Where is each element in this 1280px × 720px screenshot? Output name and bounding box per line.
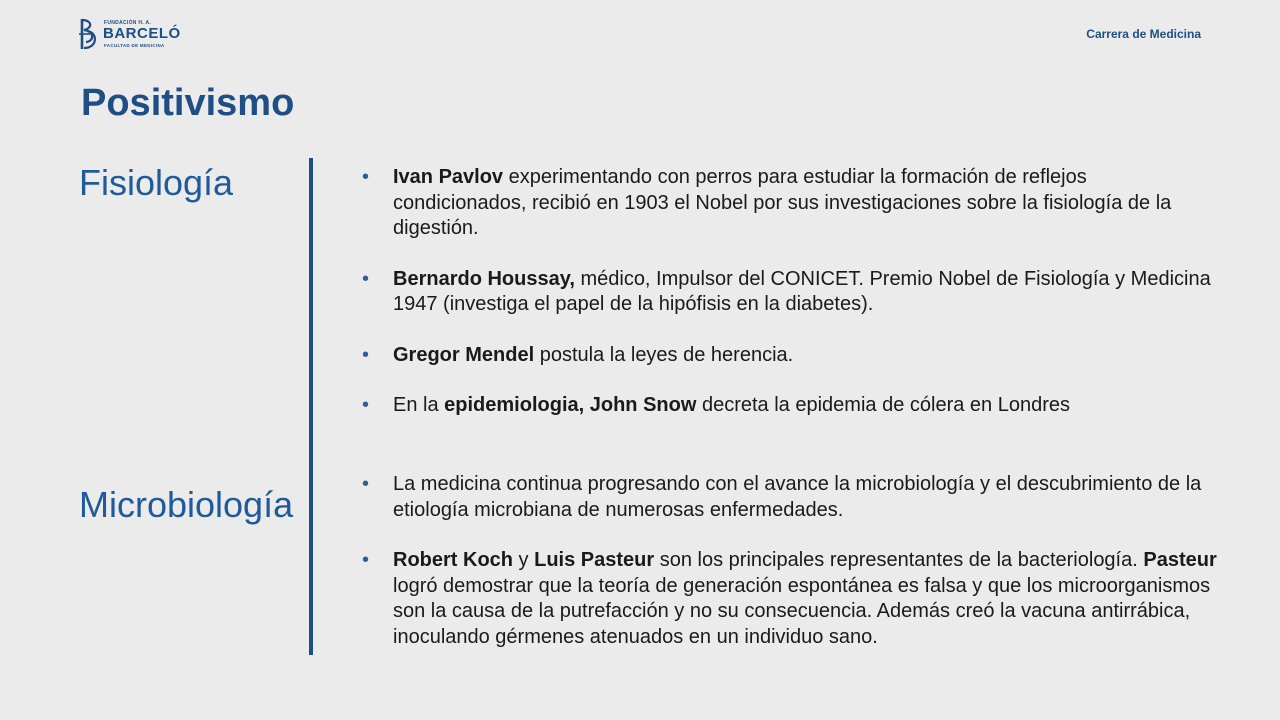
bullet-item: [362, 165, 1222, 242]
logo-foundation-text: FUNDACIÓN H. A.: [104, 20, 152, 26]
bullet-item: [362, 472, 1222, 523]
bullet-bold-text: Gregor Mendel: [393, 343, 535, 366]
bullet-text: En la: [393, 394, 445, 416]
bullet-item: [362, 548, 1222, 650]
section-label-microbiologia: Microbiología: [79, 484, 294, 525]
logo-name: BARCELÓ: [103, 25, 181, 42]
career-label: Carrera de Medicina: [1086, 27, 1201, 41]
bullet-item: [362, 393, 1222, 419]
barcelo-logo-mark-icon: [78, 17, 100, 51]
bullet-text: decreta la epidemia de cólera en Londres: [696, 394, 1070, 416]
bullet-bold-text: Bernardo Houssay,: [393, 267, 575, 290]
bullet-bold-text: epidemiologia, John Snow: [444, 394, 697, 416]
bullet-bold-text: Pasteur: [1143, 549, 1217, 571]
bullet-text: La medicina continua progresando con el avance la microbiología y el descubrimiento de la etiología microbiana de numerosas enfermedades.: [393, 473, 1202, 521]
logo-faculty-text: FACULTAD DE MEDICINA: [104, 43, 165, 48]
barcelo-logo: [78, 17, 181, 51]
bullet-item: [362, 267, 1222, 318]
bullet-bold-text: Robert Koch: [393, 549, 513, 571]
bullet-text: logró demostrar que la teoría de generación espontánea es falsa y que los microorganismos son la causa de la putrefacción y no su consecuencia. Además creó la vacuna antirrábica, inoculando gérmenes atenuados en un individuo sano.: [393, 574, 1211, 648]
bullet-text: son los principales representantes de la bacteriología.: [654, 549, 1144, 571]
vertical-divider: [309, 158, 313, 655]
bullet-list-microbiologia: [362, 472, 1222, 675]
slide-title: Positivismo: [81, 82, 295, 124]
bullet-item: [362, 343, 1222, 369]
section-label-fisiologia: Fisiología: [79, 162, 234, 203]
bullet-bold-text: Ivan Pavlov: [393, 166, 504, 188]
bullet-list-fisiologia: [362, 165, 1222, 444]
bullet-text: experimentando con perros para estudiar la formación de reflejos condicionados, recibió en 1903 el Nobel por sus investigaciones sobre la fisiología de la digestión.: [393, 166, 1172, 239]
bullet-bold-text: Luis Pasteur: [534, 549, 655, 571]
bullet-text: médico, Impulsor del CONICET. Premio Nobel de Fisiología y Medicina 1947 (investiga el papel de la hipófisis en la diabetes).: [393, 267, 1211, 315]
bullet-text: y: [513, 549, 535, 571]
bullet-text: postula la leyes de herencia.: [534, 343, 794, 366]
